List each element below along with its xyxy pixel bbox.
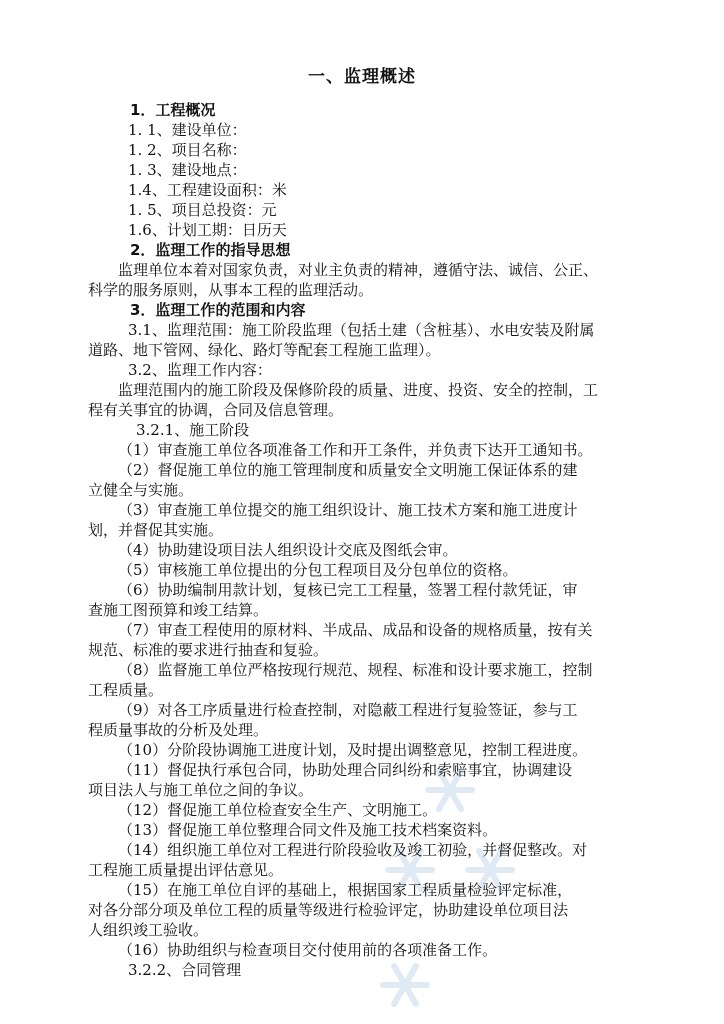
text-line: 1. 1、建设单位：	[128, 121, 247, 139]
subsection-heading: 3.2.1、施工阶段	[136, 421, 250, 439]
text-line: 程有关事宜的协调，合同及信息管理。	[88, 401, 344, 419]
text-line: 道路、地下管网、绿化、路灯等配套工程施工监理）。	[88, 341, 441, 359]
text-line: （10）分阶段协调施工进度计划，及时提出调整意见，控制工程进度。	[118, 741, 588, 759]
text-line: （3）审查施工单位提交的施工组织设计、施工技术方案和施工进度计	[118, 501, 578, 519]
text-line: （5）审核施工单位提出的分包工程项目及分包单位的资格。	[118, 561, 518, 579]
text-line: （12）督促施工单位检查安全生产、文明施工。	[118, 801, 438, 819]
document-title: 一、监理概述	[308, 67, 416, 87]
text-line: 1.6、计划工期：日历天	[128, 221, 287, 239]
text-line: 监理单位本着对国家负责，对业主负责的精神，遵循守法、诚信、公正、	[118, 261, 599, 279]
text-line: （1）审查施工单位各项准备工作和开工条件，并负责下达开工通知书。	[118, 441, 593, 459]
text-line: 划，并督促其实施。	[88, 521, 224, 539]
text-line: （11）督促执行承包合同，协助处理合同纠纷和索赔事宜，协调建设	[118, 761, 573, 779]
text-line: （6）协助编制用款计划，复核已完工工程量，签署工程付款凭证，审	[118, 581, 578, 599]
text-line: 工程施工质量提出评估意见。	[88, 861, 284, 879]
text-line: 规范、标准的要求进行抽查和复验。	[88, 641, 329, 659]
text-line: （8）监督施工单位严格按现行规范、规程、标准和设计要求施工，控制	[118, 661, 593, 679]
text-line: 3.1、监理范围：施工阶段监理（包括土建（含桩基）、水电安装及附属	[128, 321, 595, 339]
text-line: 程质量事故的分析及处理。	[88, 721, 269, 739]
text-line: 1.4、工程建设面积：米	[128, 181, 287, 199]
text-line: （9）对各工序质量进行检查控制，对隐蔽工程进行复验签证，参与工	[118, 701, 578, 719]
text-line: 3.2、监理工作内容：	[128, 361, 272, 379]
text-line: 1. 3、建设地点：	[128, 161, 247, 179]
text-line: （15）在施工单位自评的基础上，根据国家工程质量检验评定标准，	[118, 881, 573, 899]
text-line: 1. 5、项目总投资：元	[128, 201, 277, 219]
text-line: 对各分部分项及单位工程的质量等级进行检验评定，协助建设单位项目法	[88, 901, 569, 919]
text-line: （4）协助建设项目法人组织设计交底及图纸会审。	[118, 541, 458, 559]
text-line: （13）督促施工单位整理合同文件及施工技术档案资料。	[118, 821, 498, 839]
text-line: （2）督促施工单位的施工管理制度和质量安全文明施工保证体系的建	[118, 461, 578, 479]
section-heading: 3．监理工作的范围和内容	[130, 301, 306, 319]
text-line: 人组织竣工验收。	[88, 921, 209, 939]
section-heading: 2．监理工作的指导思想	[130, 241, 291, 259]
text-line: 1. 2、项目名称：	[128, 141, 247, 159]
section-heading: 1．工程概况	[130, 101, 216, 119]
text-line: 工程质量。	[88, 681, 164, 699]
text-line: 项目法人与施工单位之间的争议。	[88, 781, 314, 799]
text-line: 查施工图预算和竣工结算。	[88, 601, 269, 619]
text-line: 立健全与实施。	[88, 481, 194, 499]
text-line: （14）组织施工单位对工程进行阶段验收及竣工初验，并督促整改。对	[118, 841, 588, 859]
text-line: （7）审查工程使用的原材料、半成品、成品和设备的规格质量，按有关	[118, 621, 593, 639]
text-line: （16）协助组织与检查项目交付使用前的各项准备工作。	[118, 941, 498, 959]
text-line: 科学的服务原则，从事本工程的监理活动。	[88, 281, 374, 299]
text-line: 监理范围内的施工阶段及保修阶段的质量、进度、投资、安全的控制，工	[118, 381, 599, 399]
subsection-heading: 3.2.2、合同管理	[128, 961, 242, 979]
